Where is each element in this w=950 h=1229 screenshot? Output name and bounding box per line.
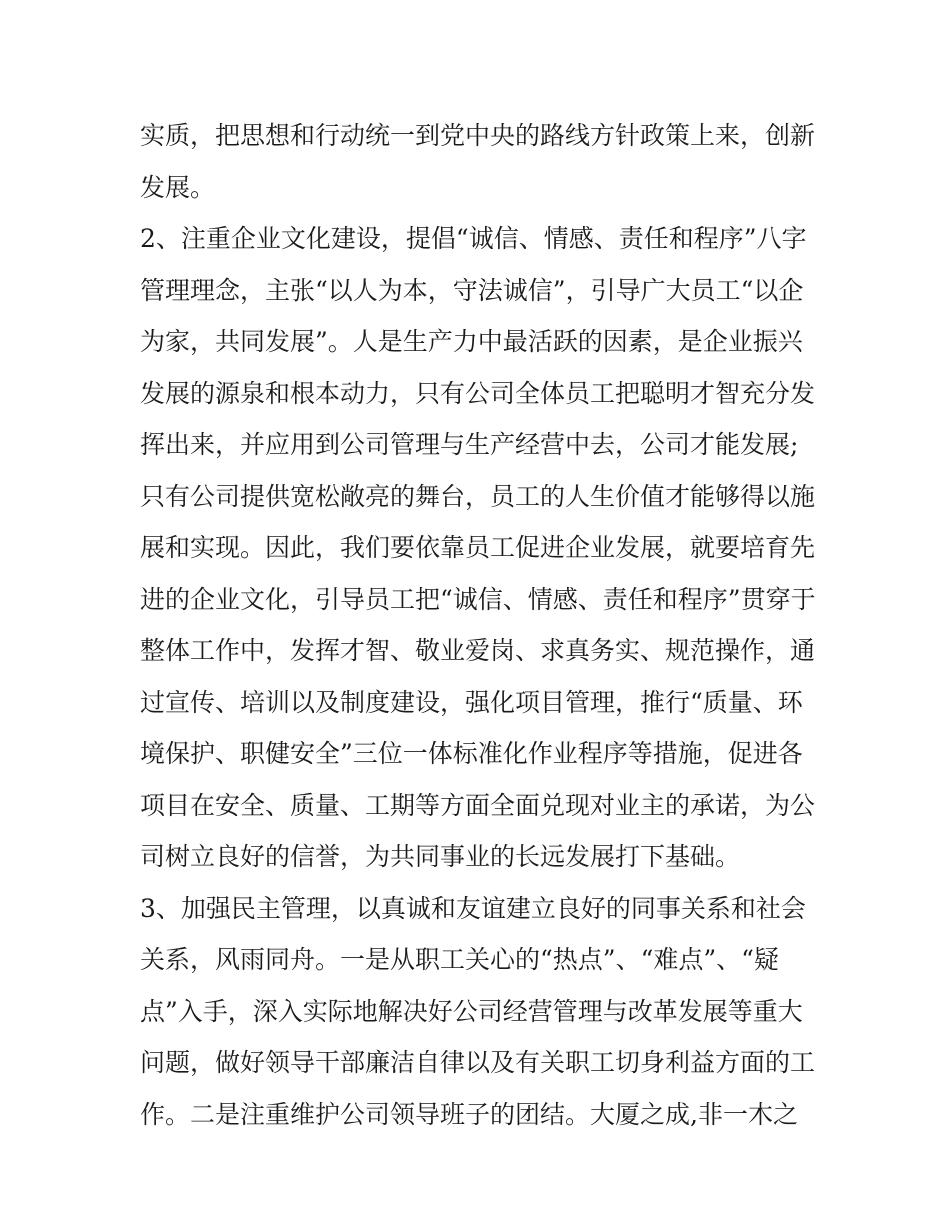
body-text bbox=[140, 110, 820, 1140]
text-line: 发展。 bbox=[140, 172, 216, 202]
text-line: 实质，把思想和行动统一到党中央的路线方针政策上来，创新 bbox=[140, 121, 816, 150]
text-line: 发展的源泉和根本动力，只有公司全体员工把聪明才智充分发 bbox=[140, 378, 816, 408]
text-line: 点”入手，深入实际地解决好公司经营管理与改革发展等重大 bbox=[140, 996, 803, 1026]
text-line: 只有公司提供宽松敞亮的舞台，员工的人生价值才能够得以施 bbox=[140, 481, 816, 511]
text-line: 过宣传、培训以及制度建设，强化项目管理，推行“质量、环 bbox=[140, 687, 803, 717]
text-line: 作。二是注重维护公司领导班子的团结。大厦之成,非一木之 bbox=[140, 1099, 798, 1129]
text-line: 进的企业文化，引导员工把“诚信、情感、责任和程序”贯穿于 bbox=[140, 584, 816, 614]
text-line: 2、注重企业文化建设，提倡“诚信、情感、责任和程序”八字 bbox=[140, 224, 807, 253]
text-line: 问题，做好领导干部廉洁自律以及有关职工切身利益方面的工 bbox=[140, 1048, 816, 1077]
text-line: 为家，共同发展”。人是生产力中最活跃的因素，是企业振兴 bbox=[140, 327, 803, 356]
text-line: 司树立良好的信誉，为共同事业的长远发展打下基础。 bbox=[140, 842, 741, 871]
text-line: 整体工作中，发挥才智、敬业爱岗、求真务实、规范操作，通 bbox=[140, 636, 816, 665]
text-line: 管理理念，主张“以人为本，守法诚信”，引导广大员工“以企 bbox=[140, 275, 804, 305]
text-line: 挥出来，并应用到公司管理与生产经营中去，公司才能发展; bbox=[140, 430, 799, 459]
text-line: 项目在安全、质量、工期等方面全面兑现对业主的承诺，为公 bbox=[140, 790, 816, 820]
text-line: 展和实现。因此，我们要依靠员工促进企业发展，就要培育先 bbox=[140, 533, 816, 562]
text-line: 关系，风雨同舟。一是从职工关心的“热点”、“难点”、“疑 bbox=[140, 945, 779, 974]
text-line: 境保护、职健安全”三位一体标准化作业程序等措施，促进各 bbox=[140, 739, 803, 768]
text-line: 3、加强民主管理，以真诚和友谊建立良好的同事关系和社会 bbox=[140, 893, 806, 923]
